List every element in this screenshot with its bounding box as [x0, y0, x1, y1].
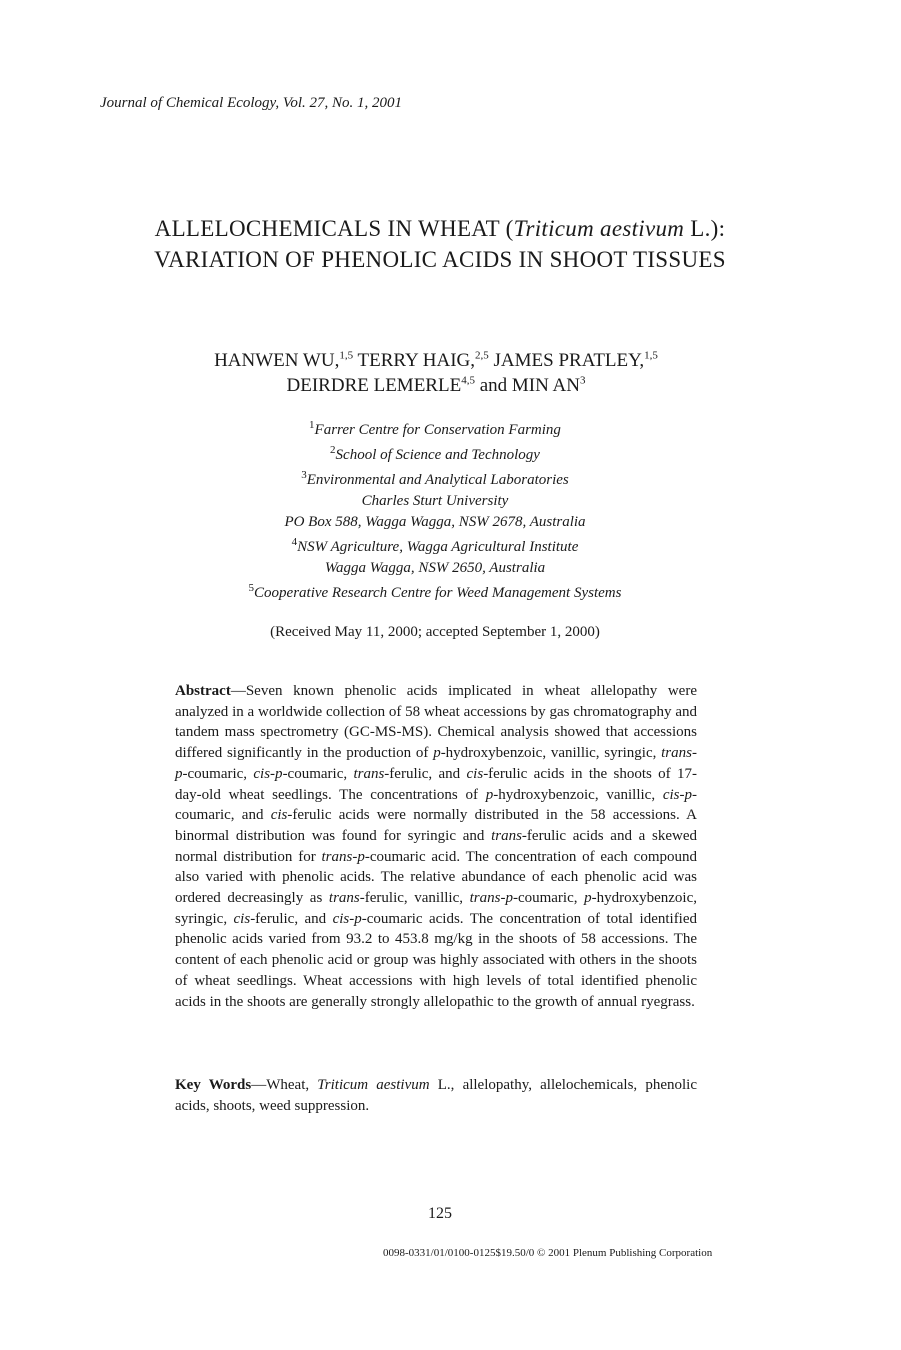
affiliation-2 [0, 445, 870, 466]
keywords [175, 1075, 697, 1116]
body-text: —Seven known phenolic acids implicated in wheat allelopathy were analyzed in a worldwide collection of 58 wheat accessions by gas chromatography and tandem mass spectrometry (GC-MS-MS). Chemical analysis showed that accessions differed significantly in the production of [175, 683, 697, 762]
author-list [0, 348, 872, 398]
journal-citation: Journal of Chemical Ecology, Vol. 27, No. 1, 2001 [100, 95, 403, 111]
title-text: L.): [684, 216, 726, 241]
italic-term: p [584, 890, 592, 907]
author-affil-sup: 1,5 [644, 349, 658, 362]
affiliation-text: NSW Agriculture, Wagga Agricultural Institute [297, 539, 579, 555]
affiliation-text: Cooperative Research Centre for Weed Management Systems [254, 585, 622, 601]
author-name: DEIRDRE LEMERLE [286, 375, 462, 396]
body-text: -coumaric, [512, 890, 585, 907]
italic-term: trans-p [321, 848, 365, 865]
body-text: -ferulic acids and a skewed normal distribution for [175, 827, 698, 865]
affiliation-5 [0, 583, 870, 604]
keywords-body [175, 1077, 697, 1114]
affiliation-3 [0, 470, 870, 533]
author-name: JAMES PRATLEY, [493, 350, 645, 371]
body-text: -ferulic acids were normally distributed in the 58 accessions. A binormal distribution was found for syringic and [175, 807, 697, 844]
affiliation-text: Environmental and Analytical Laboratories [306, 472, 569, 488]
title-line-2: VARIATION OF PHENOLIC ACIDS IN SHOOT TISSUES [154, 247, 726, 272]
title-text: ALLELOCHEMICALS IN WHEAT ( [154, 216, 514, 241]
italic-term: trans [328, 890, 360, 907]
author-name: and MIN AN [479, 375, 580, 396]
italic-term: trans-p [469, 890, 513, 907]
keywords-label: Key Words [175, 1077, 252, 1093]
copyright-footer: 0098-0331/01/0100-0125$19.50/0 © 2001 Plenum Publishing Corporation [383, 1247, 713, 1259]
italic-term: cis-p [253, 765, 283, 782]
body-text: -coumaric acids. The concentration of total identified phenolic acids varied from 93.2 to 453.8 mg/kg in the shoots of 58 accessions. The content of each phenolic acid or group was highly associated with others in the shoots of wheat seedlings. Wheat accessions with high levels of total identified phenolic acids in the shoots are generally strongly allelopathic to the growth of annual ryegrass. [175, 910, 698, 1010]
affiliation-text: Farrer Centre for Conservation Farming [314, 422, 561, 438]
body-text: -hydroxybenzoic, vanillic, syringic, [440, 745, 662, 762]
body-text: -coumaric, and [175, 786, 697, 824]
affiliation-text: Charles Sturt University [361, 493, 509, 509]
italic-term: p [433, 745, 441, 762]
abstract-body [175, 683, 697, 1010]
affiliation-text: School of Science and Technology [335, 447, 540, 463]
body-text: -coumaric, [282, 765, 354, 782]
italic-term: cis [270, 807, 288, 824]
author-affil-sup: 3 [579, 374, 586, 387]
body-text: -hydroxybenzoic, vanillic, [493, 786, 663, 803]
italic-term: trans [353, 765, 385, 782]
body-text: L., allelopathy, allelochemicals, phenolic acids, shoots, weed suppression. [175, 1077, 697, 1114]
affiliation-number: 3 [301, 469, 307, 481]
italic-term: cis-p [332, 910, 362, 927]
affiliation-number: 1 [309, 419, 315, 431]
italic-term: cis [233, 910, 251, 927]
affiliation-4 [0, 537, 870, 579]
author-affil-sup: 1,5 [339, 349, 354, 362]
italic-term: cis-p [662, 786, 692, 803]
author-affil-sup: 4,5 [461, 374, 475, 387]
italic-term: trans-p [175, 745, 697, 782]
affiliation-text: PO Box 588, Wagga Wagga, NSW 2678, Australia [284, 514, 586, 530]
italic-term: p [485, 786, 494, 803]
body-text: -coumaric acid. The concentration of each compound also varied with phenolic acids. The relative abundance of each phenolic acid was ordered decreasingly as [175, 848, 697, 907]
affiliation-list [0, 420, 870, 608]
affiliation-text: Wagga Wagga, NSW 2650, Australia [324, 560, 546, 576]
title-line-1 [0, 213, 880, 244]
received-dates: (Received May 11, 2000; accepted September 1, 2000) [270, 624, 600, 640]
author-line-1 [0, 348, 872, 373]
body-text: -hydroxybenzoic, syringic, [175, 890, 697, 927]
italic-term: Triticum aestivum [317, 1077, 430, 1093]
affiliation-number: 4 [291, 536, 298, 548]
italic-term: trans [491, 827, 522, 844]
author-affil-sup: 2,5 [475, 349, 489, 362]
author-line-2 [0, 373, 872, 398]
body-text: -ferulic, vanillic, [359, 890, 470, 907]
body-text: —Wheat, [251, 1077, 318, 1093]
title-species: Triticum aestivum [513, 216, 685, 241]
body-text: -ferulic acids in the shoots of 17-day-old wheat seedlings. The concentrations of [175, 765, 697, 803]
body-text: -coumaric, [182, 765, 254, 782]
abstract [175, 681, 697, 1012]
author-name: TERRY HAIG, [357, 350, 476, 371]
affiliation-1 [0, 420, 870, 441]
abstract-label: Abstract [175, 683, 231, 699]
page-number: 125 [428, 1205, 452, 1222]
body-text: -ferulic, and [250, 910, 333, 927]
affiliation-number: 2 [330, 444, 336, 456]
body-text: -ferulic, and [384, 765, 467, 782]
paper-title [0, 213, 880, 275]
affiliation-number: 5 [248, 582, 255, 594]
italic-term: cis [466, 765, 484, 782]
author-name: HANWEN WU, [214, 350, 340, 371]
